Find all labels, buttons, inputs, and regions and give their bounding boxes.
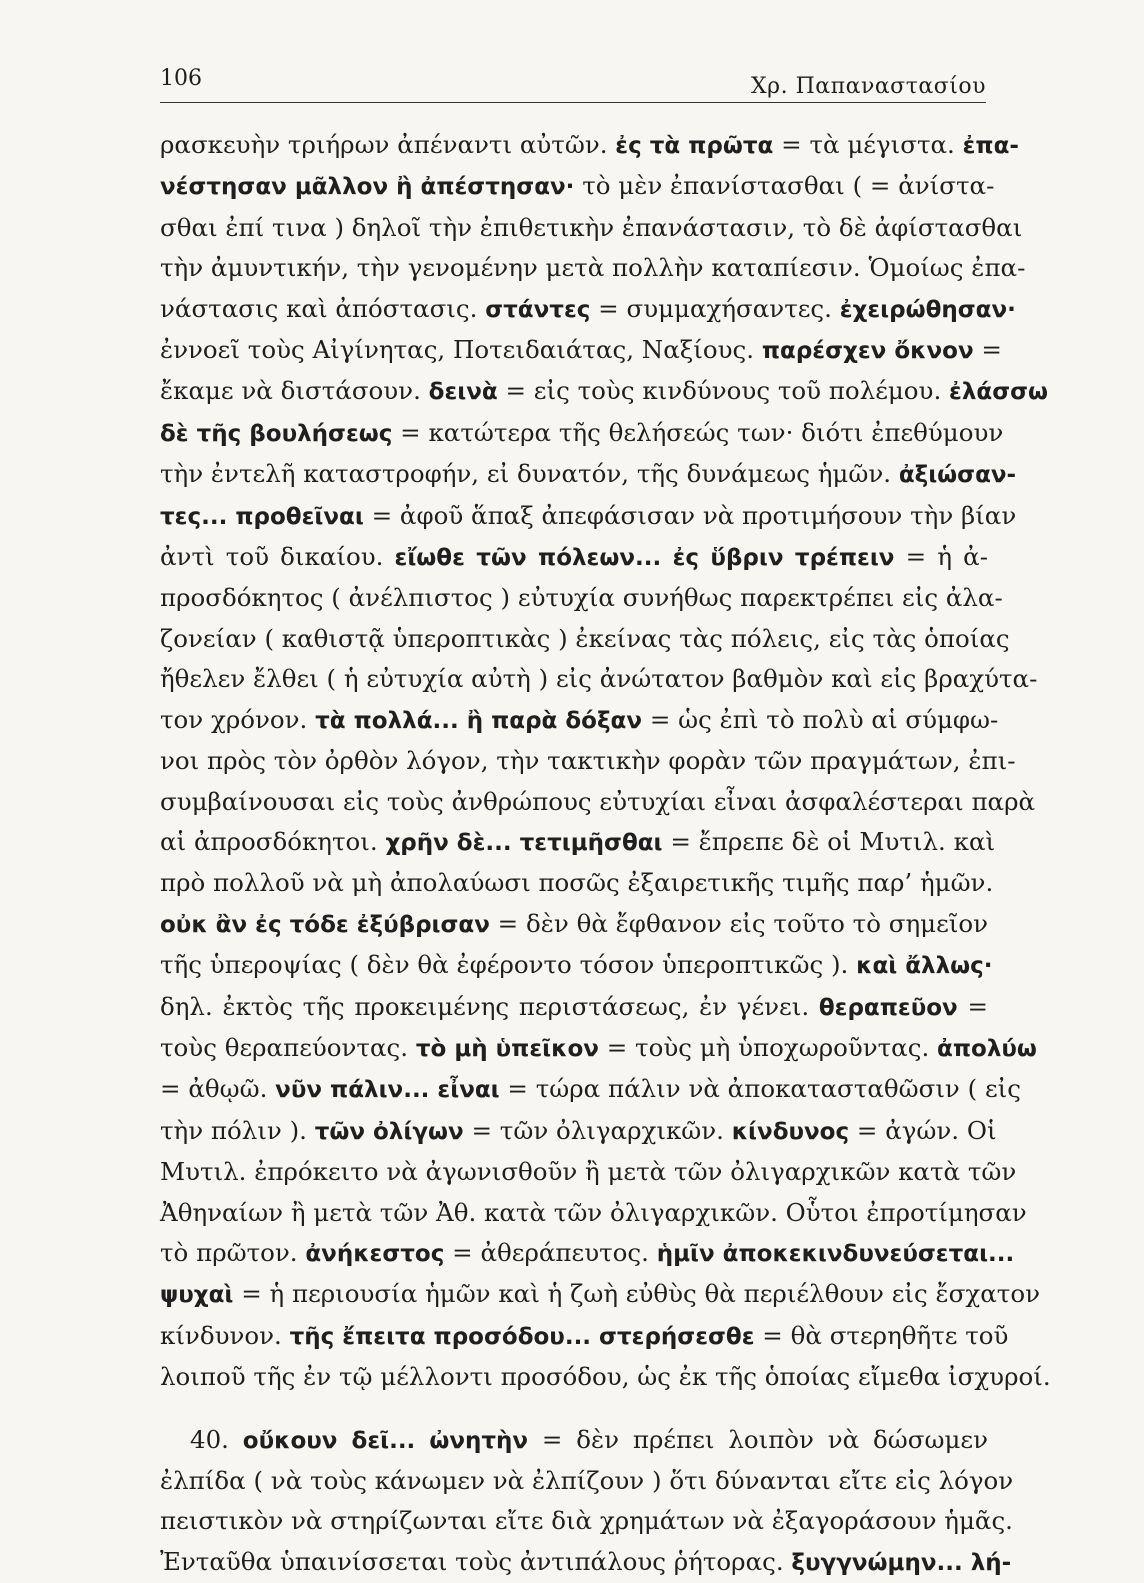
gloss-text: λοιποῦ τῆς ἐν τῷ μέλλοντι προσόδου, ὡς ἐκ τῆς ὁποίας εἴμεθα ἰσχυροί. [160,1362,1051,1392]
gloss-text: = [973,335,1002,365]
gloss-text: = ἀθεράπευτος. [444,1237,657,1267]
text-line [160,1233,1015,1274]
gloss-text: = δὲν πρέπει λοιπὸν νὰ δώσωμεν [528,1424,988,1454]
gloss-text: Μυτιλ. ἐπρόκειτο νὰ ἀγωνισθοῦν ἢ μετὰ τῶν ὀλιγαρχικῶν κατὰ τῶν [160,1157,1017,1187]
gloss-text: νοι πρὸς τὸν ὀρθὸν λόγον, τὴν τακτικὴν φορὰν τῶν πραγμάτων, ἐπι- [160,746,1016,776]
text-line [160,619,1010,659]
text-line [160,1542,1012,1583]
gloss-text: ζονείαν ( καθιστᾷ ὑπεροπτικὰς ) ἐκείνας τὰς πόλεις, εἰς τὰς ὁποίας [160,623,1010,653]
text-line [160,1461,1014,1501]
gloss-text: νάστασις καὶ ἀπόστασις. [160,293,486,323]
lemma-term: οὐκ ἂν ἐς τόδε ἐξύβρισαν [160,911,490,938]
text-line [160,700,999,741]
lemma-term: καὶ ἄλλως· [856,953,993,980]
text-line [160,822,996,863]
gloss-text: = ἀγών. Οἱ [849,1115,997,1145]
gloss-text: = θὰ στερηθῆτε τοῦ [754,1320,1009,1350]
text-line [160,1357,1051,1397]
gloss-text: τὴν πόλιν ). [160,1115,315,1145]
text-line [160,741,1016,781]
gloss-text: ἐλπίδα ( νὰ τοὺς κάνωμεν νὰ ἐλπίζουν ) ὅτι δύνανται εἴτε εἰς λόγον [160,1466,1014,1495]
text-line [160,987,988,1028]
text-line [160,659,1038,699]
text-line [160,166,995,207]
lemma-term: ἡμῖν ἀποκεκινδυνεύσεται... [656,1240,1015,1267]
text-line [160,1501,1013,1541]
lemma-term: δὲ τῆς βουλήσεως [160,420,393,447]
gloss-text: = τῶν ὀλιγαρχικῶν. [463,1115,732,1145]
gloss-text: = τοὺς μὴ ὑποχωροῦντας. [598,1032,938,1062]
gloss-text: αἱ ἀπροσδόκητοι. [160,826,386,856]
commentary-text [160,125,1051,1583]
text-line [160,1111,997,1152]
gloss-text: = ἀθῳῶ. [160,1074,276,1104]
gloss-text: συμβαίνουσαι εἰς τοὺς ἀνθρώπους εὐτυχίαι εἶναι ἀσφαλέστεραι παρὰ [160,786,1036,816]
gloss-text: τὸ πρῶτον. [160,1237,306,1267]
page-number: 106 [160,66,202,91]
gloss-text: ἤθελεν ἔλθει ( ἡ εὐτυχία αὐτὴ ) εἰς ἀνώτατον βαθμὸν καὶ εἰς βραχύτα- [160,664,1038,694]
lemma-term: οὔκουν δεῖ... ὠνητὴν [242,1427,529,1454]
gloss-text: τον χρόνον. [160,704,316,734]
gloss-text: τὸ μὲν ἐπανίστασθαι ( = ἀνίστα- [574,171,995,201]
gloss-text: τὴν ἐντελῆ καταστροφήν, εἰ δυνατόν, τῆς δυνάμεως ἡμῶν. [160,459,899,489]
gloss-text: σθαι ἐπί τινα ) δηλοῖ τὴν ἐπιθετικὴν ἐπανάστασιν, τὸ δὲ ἀφίστασθαι [160,212,1023,242]
gloss-text: = συμμαχήσαντες. [590,293,840,323]
lemma-term: νῦν πάλιν... εἶναι [275,1077,500,1104]
text-line [160,208,1023,248]
lemma-term: παρέσχεν ὄκνον [761,338,974,365]
gloss-text: τῆς ὑπεροψίας ( δὲν θὰ ἐφέροντο τόσον ὑπεροπτικῶς ). [160,950,857,980]
lemma-term: ἀπολύω [937,1035,1037,1062]
lemma-term: δεινὰ [428,379,498,406]
gloss-text: = [957,991,988,1021]
text-line [160,1152,1017,1192]
gloss-text: ρασκευὴν τριήρων ἀπέναντι αὐτῶν. [160,130,616,159]
lemma-term: στάντες [485,296,591,323]
text-line [160,782,1036,822]
lemma-term: θεραπεῦον [818,994,958,1021]
gloss-text: ἐννοεῖ τοὺς Αἰγίνητας, Ποτειδαιάτας, Ναξίους. [160,335,762,365]
text-line [160,1028,1037,1069]
lemma-term: τὸ μὴ ὑπεῖκον [415,1035,599,1062]
gloss-text: = εἰς τοὺς κινδύνους τοῦ πολέμου. [497,376,950,406]
text-line [160,289,1016,330]
lemma-term: ἐχειρώθησαν· [839,296,1016,323]
lemma-term: ἐς τὰ πρῶτα [615,133,774,159]
text-line [160,125,1019,166]
text-line [160,1316,1009,1357]
text-line [160,248,1026,288]
paragraph-gap [160,1398,988,1420]
text-line [160,578,1003,618]
gloss-text: δηλ. ἐκτὸς τῆς προκειμένης περιστάσεως, ἐν γένει. [160,991,819,1021]
gloss-text: τὴν ἀμυντικήν, τὴν γενομένην μετὰ πολλὴν καταπίεσιν. Ὁμοίως ἐπα- [160,253,1026,283]
gloss-text: πειστικὸν νὰ στηρίζωνται εἴτε διὰ χρημάτων νὰ ἐξαγοράσουν ἡμᾶς. [160,1506,1013,1536]
gloss-text: = ἡ περιουσία ἡμῶν καὶ ἡ ζωὴ εὐθὺς θὰ περιέλθουν εἰς ἔσχατον [233,1279,1040,1309]
gloss-text: = ἔπρεπε δὲ οἱ Μυτιλ. καὶ [662,826,996,856]
lemma-term: τῆς ἔπειτα προσόδου... στερήσεσθε [289,1323,755,1350]
text-line [160,496,1017,537]
gloss-text: ἀντὶ τοῦ δικαίου. [160,542,395,572]
gloss-text: 40. [190,1424,243,1454]
gloss-text: = ἡ ἀ- [894,542,988,572]
lemma-term: ψυχαὶ [160,1282,234,1309]
gloss-text: προσδόκητος ( ἀνέλπιστος ) εὐτυχία συνήθως παρεκτρέπει εἰς ἀλα- [160,583,1003,613]
lemma-term: εἴωθε τῶν πόλεων... ἐς ὕβριν τρέπειν [394,545,895,572]
gloss-text: = ἀφοῦ ἅπαξ ἀπεφάσισαν νὰ προτιμήσουν τὴν βίαν [363,500,1017,530]
running-head: Χρ. Παπαναστασίου [751,74,986,99]
lemma-term: τῶν ὀλίγων [314,1118,464,1145]
text-line [160,413,1004,454]
lemma-term: ἐλάσσω [949,379,1049,406]
lemma-term: ξυγγνώμην... λή- [791,1549,1012,1576]
text-line [160,1069,1021,1110]
lemma-term: νέστησαν μᾶλλον ἢ ἀπέστησαν· [160,174,575,201]
text-line [160,537,988,578]
gloss-text: πρὸ πολλοῦ νὰ μὴ ἀπολαύωσι ποσῶς ἐξαιρετικῆς τιμῆς παρ’ ἡμῶν. [160,868,994,898]
gloss-text: Ἀθηναίων ἢ μετὰ τῶν Ἀθ. κατὰ τῶν ὀλιγαρχικῶν. Οὗτοι ἐπροτίμησαν [160,1197,1027,1227]
text-line [160,371,1049,412]
page-header [160,62,986,103]
gloss-text: = τώρα πάλιν νὰ ἀποκατασταθῶσιν ( εἰς [499,1074,1021,1104]
text-line [160,454,1017,495]
text-line [160,863,994,903]
lemma-term: χρῆν δὲ... τετιμῆσθαι [385,829,663,856]
gloss-text: = ὡς ἐπὶ τὸ πολὺ αἱ σύμφω- [642,704,999,734]
gloss-text: τοὺς θεραπεύοντας. [160,1032,416,1062]
lemma-term: κίνδυνος [731,1118,850,1145]
gloss-text: κίνδυνον. [160,1320,290,1350]
text-line [160,1420,988,1461]
gloss-text: = δὲν θὰ ἔφθανον εἰς τοῦτο τὸ σημεῖον [489,908,989,938]
lemma-term: ἀξιώσαν- [898,462,1017,489]
gloss-text: = κατώτερα τῆς θελήσεώς των· διότι ἐπεθύμουν [392,417,1004,447]
lemma-term: τες... προθεῖναι [160,503,364,530]
text-line [160,904,988,945]
text-line [160,330,1002,371]
gloss-text: = τὰ μέγιστα. [773,130,963,159]
lemma-term: ἐπα- [962,133,1019,159]
text-line [160,1193,1027,1233]
lemma-term: ἀνήκεστος [305,1240,445,1267]
gloss-text: Ἐνταῦθα ὑπαινίσσεται τοὺς ἀντιπάλους ῥήτορας. [160,1546,792,1576]
lemma-term: τὰ πολλά... ἢ παρὰ δόξαν [315,707,643,734]
text-line [160,945,993,986]
text-line [160,1274,1040,1315]
gloss-text: ἔκαμε νὰ διστάσουν. [160,376,429,406]
